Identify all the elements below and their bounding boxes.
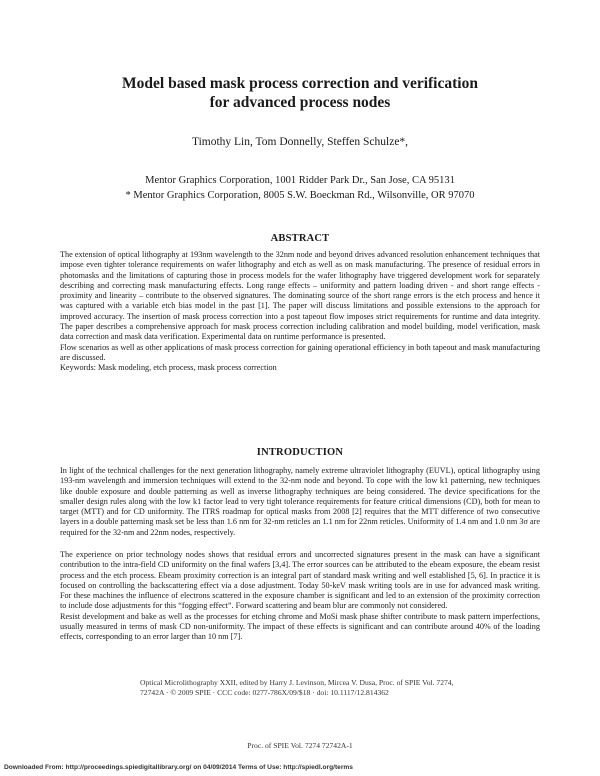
proceedings-footer: Proc. of SPIE Vol. 7274 72742A-1 [247,741,353,750]
affiliation-1: Mentor Graphics Corporation, 1001 Ridder Park Dr., San Jose, CA 95131 [145,175,455,186]
abstract-body [60,250,540,374]
introduction-paragraph-3: Resist development and bake as well as the processes for etching chrome and MoSi mask phase shifter contribute to mask pattern imperfections, usually measured in terms of mask CD non-uniformity. The impact of these effects is significant and can contribute around 40% of the loading effects, corresponding to an error larger than 10 nm [7]. [60,611,540,642]
affiliation-2: * Mentor Graphics Corporation, 8005 S.W. Boeckman Rd., Wilsonville, OR 97070 [125,190,475,201]
title-line-2: for advanced process nodes [209,94,391,111]
introduction-paragraph-2: The experience on prior technology nodes shows that residual errors and uncorrected signatures present in the mask can have a significant contribution to the intra-field CD uniformity on the final wafers [3,4]. The error sources can be attributed to the ebeam exposure, the ebeam resist process and the etch process. Ebeam proximity correction is an integral part of standard mask writing and well established [5, 6]. In practice it is focused on controlling the backscattering effect via a dose adjustment. Today 50-keV mask writing tools are in use for advanced mask writing. For these machines the influence of electrons scattered in the exposure chamber is significant and led to an extension of the proximity correction to include dose adjustments for this “fogging effect”. Forward scattering and beam blur are commonly not considered. [60,550,540,611]
title-line-1: Model based mask process correction and verification [122,75,478,92]
author-list: Timothy Lin, Tom Donnelly, Steffen Schulze*, [191,136,409,148]
download-notice: Downloaded From: http://proceedings.spiedigitallibrary.org/ on 04/09/2014 Terms of Use: http://spiedl.org/terms [4,764,353,771]
publication-info [140,678,470,698]
abstract-paragraph-1: The extension of optical lithography at 193nm wavelength to the 32nm node and beyond drives advanced resolution enhancement techniques that impose even tighter tolerance requirements on wafer lithography and etch as well as on mask manufacturing. The presence of residual errors in photomasks and the limitations of capturing those in process models for the wafer lithography have triggered development work for separately describing and correcting mask manufacturing effects. Long range effects – uniformity and pattern loading driven - and short range effects - proximity and linearity – contribute to the observed signatures. The dominating source of the short range errors is the etch process and hence it was captured with a variable etch bias model in the past [1]. The paper will discuss limitations and possible extensions to the approach for improved accuracy. The insertion of mask process correction into a post tapeout flow imposes strict requirements for runtime and data integrity. The paper describes a comprehensive approach for mask process correction including calibration and model building, model verification, mask data correction and mask data verification. Experimental data on runtime performance is presented. [60,250,540,342]
paper-title [60,74,540,112]
abstract-paragraph-2: Flow scenarios as well as other applications of mask process correction for gaining operational efficiency in both tapeout and mask manufacturing are discussed. [60,342,540,362]
publication-line-1: Optical Microlithography XXII, edited by Harry J. Levinson, Mircea V. Dusa, Proc. of SPIE Vol. 7274, [140,678,454,687]
abstract-heading: ABSTRACT [270,233,330,244]
introduction-paragraph-1: In light of the technical challenges for the next generation lithography, namely extreme ultraviolet lithography (EUVL), optical lithography using 193-nm wavelength and immersion techniques will extend to the 32-nm node and beyond. To cope with the low k1 patterning, new techniques like double exposure and double patterning as well as inverse lithography techniques are being considered. The device specifications for the smaller design rules along with the low k1 factor lead to very tight tolerance requirements for feature critical dimensions (CD), both for mean to target (MTT) and for CD uniformity. The ITRS roadmap for optical masks from 2008 [2] requires that the MTT difference of two consecutive layers in a double patterning mask set be less than 1.6 nm for 32-nm reticles an 1.1 nm for 22nm reticles. Uniformity of 1.4 nm and 1.0 nm 3σ are required for the 32-nm and 22nm nodes, respectively. [60,466,540,537]
introduction-body-1 [60,466,540,538]
affiliations [60,173,540,203]
introduction-body-2 [60,550,540,643]
introduction-heading: INTRODUCTION [256,447,344,458]
keywords: Keywords: Mask modeling, etch process, mask process correction [60,363,277,373]
publication-line-2: 72742A · © 2009 SPIE · CCC code: 0277-786X/09/$18 · doi: 10.1117/12.814362 [140,688,389,697]
